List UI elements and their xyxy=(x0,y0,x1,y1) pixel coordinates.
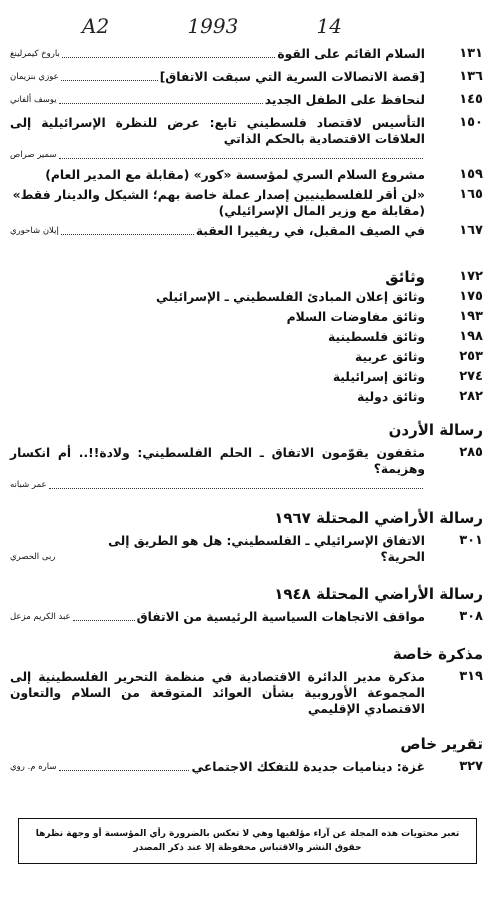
entry-title: وثائق إسرائيلية xyxy=(332,370,425,384)
section-heading: تقرير خاص xyxy=(400,735,483,753)
documents-section[interactable] xyxy=(10,269,483,285)
documents-item[interactable] xyxy=(10,329,483,345)
toc-entry[interactable] xyxy=(10,69,483,85)
handwritten-note xyxy=(82,14,342,38)
entry-title: مشروع السلام السري لمؤسسة «كور» (مقابلة مع المدير العام) xyxy=(45,168,425,182)
entry-title: مذكرة مدير الدائرة الاقتصادية في منظمة التحرير الفلسطينية إلى المجموعة الأوروبية بشأن العوائد المتوقعة من السلام والتعاون الاقتصادي الإقليمي xyxy=(10,670,425,716)
toc-entry[interactable] xyxy=(10,46,483,62)
page-number: ١٥٠ xyxy=(459,115,483,130)
page-number: ١٧٢ xyxy=(459,269,483,284)
entry-title: وثائق مفاوضات السلام xyxy=(286,310,425,324)
entry-title: لنحافظ على الطفل الجديد xyxy=(264,93,425,107)
entry-author: عوزي بنزيمان xyxy=(10,72,59,82)
table-of-contents xyxy=(10,40,483,775)
leader-dots xyxy=(61,79,158,81)
toc-entry[interactable] xyxy=(10,167,483,183)
page-number: ١٣١ xyxy=(459,46,483,61)
entry-title: «لن أقر للفلسطينيين إصدار عملة خاصة بهم؛ الشيكل والدينار فقط» (مقابلة مع وزير المال الإسرائيلي) xyxy=(12,188,425,218)
page-number: ١٦٧ xyxy=(459,223,483,238)
leader-dots xyxy=(59,769,190,771)
page-number: ٢٨٥ xyxy=(459,445,483,460)
toc-entry[interactable] xyxy=(10,445,483,493)
documents-item[interactable] xyxy=(10,289,483,305)
documents-item[interactable] xyxy=(10,369,483,385)
handwritten-number: 14 xyxy=(316,14,342,38)
page-number: ١٦٥ xyxy=(459,187,483,202)
leader-dots xyxy=(61,233,194,235)
entry-title: التأسيس لاقتصاد فلسطيني تابع: عرض للنظرة الإسرائيلية إلى العلاقات الاقتصادية بالحكم الذاتي xyxy=(10,116,425,146)
copyright-line: حقوق النشر والاقتباس محفوظة إلا عند ذكر المصدر xyxy=(133,843,362,853)
entry-title: غزة: ديناميات جديدة للتفكك الاجتماعي xyxy=(191,760,425,774)
page-number: ٣٢٧ xyxy=(459,759,483,774)
page-number: ١٣٦ xyxy=(459,69,483,84)
documents-item[interactable] xyxy=(10,389,483,405)
section-heading: مذكرة خاصة xyxy=(392,645,483,663)
leader-dots xyxy=(59,157,423,159)
leader-dots xyxy=(59,102,263,104)
entry-title: وثائق عربية xyxy=(354,350,425,364)
handwritten-code: A2 xyxy=(82,14,110,38)
leader-dots xyxy=(62,56,276,58)
toc-entry[interactable] xyxy=(10,533,483,565)
page-number: ٣٠١ xyxy=(459,533,483,548)
entry-author: عبد الكريم مزعل xyxy=(10,612,71,622)
section-heading: وثائق xyxy=(385,268,425,286)
entry-title: الاتفاق الإسرائيلي ـ الفلسطيني: هل هو الطريق إلى الحرية؟ xyxy=(108,534,425,564)
entry-author: عمر شبانه xyxy=(10,480,47,490)
toc-entry[interactable] xyxy=(10,92,483,108)
documents-item[interactable] xyxy=(10,349,483,365)
entry-title: وثائق دولية xyxy=(357,390,425,404)
toc-entry[interactable] xyxy=(10,609,483,625)
entry-author: يوسف ألفاني xyxy=(10,95,57,105)
page-number: ١٥٩ xyxy=(459,167,483,182)
entry-title: وثائق إعلان المبادئ الفلسطيني ـ الإسرائيلي xyxy=(155,290,425,304)
leader-dots xyxy=(73,619,135,621)
section-heading: رسالة الأردن xyxy=(388,421,483,439)
entry-title: وثائق فلسطينية xyxy=(328,330,425,344)
entry-title: مثقفون يقوّمون الاتفاق ـ الحلم الفلسطيني: ولادة!!.. أم انكسار وهزيمة؟ xyxy=(10,446,425,476)
entry-author: باروخ كيمرلينغ xyxy=(10,49,60,59)
entry-title: مواقف الاتجاهات السياسية الرئيسية من الاتفاق xyxy=(136,610,425,624)
entry-author: ساره م. روي xyxy=(10,762,57,772)
page-number: ٢٥٣ xyxy=(459,349,483,364)
toc-entry[interactable] xyxy=(10,669,483,717)
page-number: ١٩٨ xyxy=(459,329,483,344)
disclaimer-box xyxy=(18,818,477,864)
toc-entry[interactable] xyxy=(10,223,483,239)
page-number: ١٧٥ xyxy=(459,289,483,304)
handwritten-year: 1993 xyxy=(187,14,239,38)
documents-item[interactable] xyxy=(10,309,483,325)
page-number: ٣١٩ xyxy=(459,669,483,684)
entry-author: إيلان شاحوري xyxy=(10,226,59,236)
section-heading: رسالة الأراضي المحتلة ١٩٦٧ xyxy=(274,509,483,527)
toc-entry[interactable] xyxy=(10,187,483,219)
page-number: ٢٧٤ xyxy=(459,369,483,384)
entry-title: السلام القائم على القوة xyxy=(277,47,425,61)
entry-author: ربى الحصري xyxy=(10,552,56,562)
entry-title: في الصيف المقبل، في ريفييرا العقبة xyxy=(195,224,425,238)
entry-title: [قصة الاتصالات السرية التي سبقت الاتفاق] xyxy=(159,70,425,84)
toc-entry[interactable] xyxy=(10,759,483,775)
disclaimer-line: تعبر محتويات هذه المجلة عن آراء مؤلفيها وهي لا تعكس بالضرورة رأي المؤسسة أو وجهة نظرها xyxy=(35,829,460,839)
section-heading: رسالة الأراضي المحتلة ١٩٤٨ xyxy=(274,585,483,603)
page-number: ٣٠٨ xyxy=(459,609,483,624)
entry-author: سمير صراص xyxy=(10,150,57,160)
page-number: ١٤٥ xyxy=(459,92,483,107)
leader-dots xyxy=(49,487,423,489)
page-number: ٢٨٢ xyxy=(459,389,483,404)
page-number: ١٩٣ xyxy=(459,309,483,324)
toc-entry[interactable] xyxy=(10,115,483,163)
